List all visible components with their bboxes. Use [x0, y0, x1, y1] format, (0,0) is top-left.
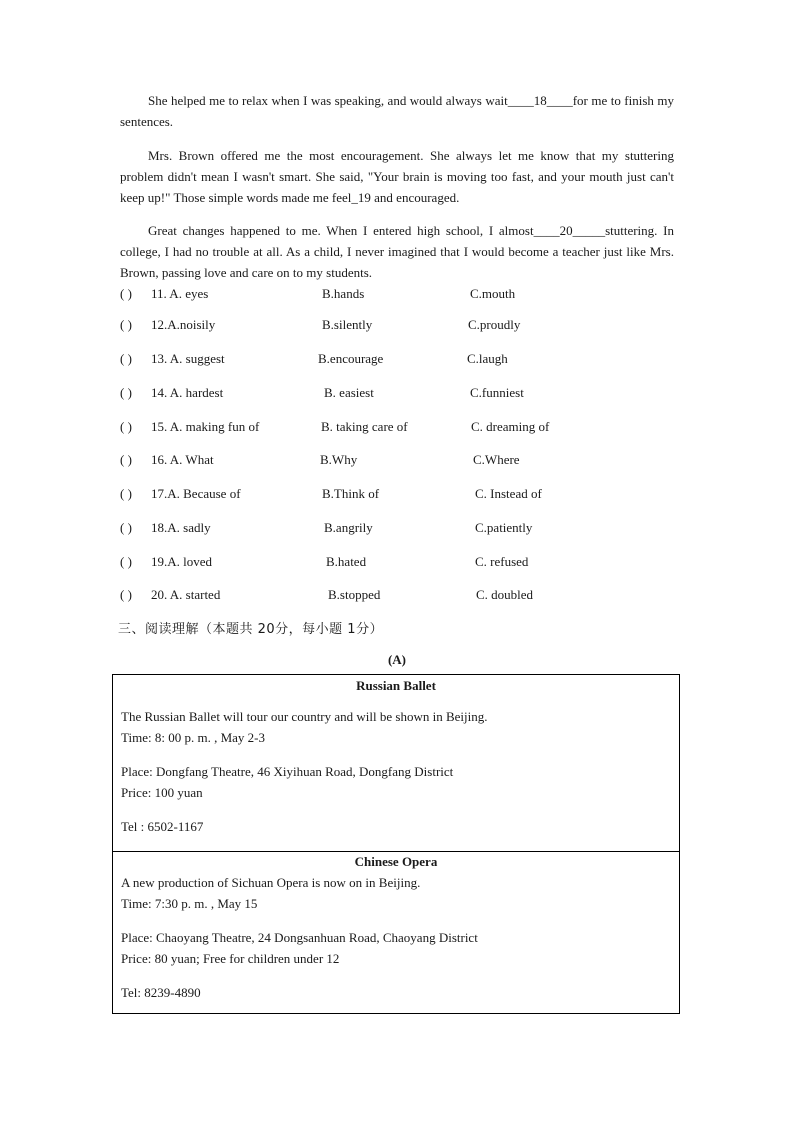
question-row-16 — [120, 451, 680, 469]
option-b: B. taking care of — [321, 419, 408, 434]
option-c: C. dreaming of — [471, 419, 550, 434]
option-b: B.hands — [322, 286, 365, 301]
option-b: B. easiest — [324, 385, 374, 400]
option-a: 20. A. started — [151, 587, 221, 602]
answer-blank[interactable]: ( ) — [120, 554, 132, 569]
option-b: B.encourage — [318, 351, 384, 366]
question-row-20 — [120, 586, 680, 604]
question-row-13 — [120, 350, 680, 368]
part-label: (A) — [387, 652, 407, 667]
option-c: C.Where — [473, 452, 520, 467]
option-a: 18.A. sadly — [151, 520, 211, 535]
ad-time: Time: 8: 00 p. m. , May 2-3 — [121, 730, 265, 745]
option-b: B.angrily — [324, 520, 373, 535]
ad-price: Price: 80 yuan; Free for children under 12 — [121, 951, 340, 966]
answer-blank[interactable]: ( ) — [120, 452, 132, 467]
option-a: 15. A. making fun of — [151, 419, 260, 434]
option-c: C.funniest — [470, 385, 524, 400]
answer-blank[interactable]: ( ) — [120, 385, 132, 400]
ad-russian-ballet — [113, 675, 679, 852]
answer-blank[interactable]: ( ) — [120, 317, 132, 332]
option-a: 16. A. What — [151, 452, 214, 467]
question-row-18 — [120, 519, 680, 537]
ad-place: Place: Chaoyang Theatre, 24 Dongsanhuan Road, Chaoyang District — [121, 930, 478, 945]
ad-tel: Tel : 6502-1167 — [121, 819, 204, 834]
question-row-14 — [120, 384, 680, 402]
ad-place: Place: Dongfang Theatre, 46 Xiyihuan Road, Dongfang District — [121, 764, 454, 779]
passage-paragraph-1: She helped me to relax when I was speaking, and would always wait____18____for me to finish my sentences. — [120, 93, 674, 129]
ad-tel: Tel: 8239-4890 — [121, 985, 201, 1000]
ad-title: Russian Ballet — [356, 678, 436, 693]
passage-paragraph-3: Great changes happened to me. When I entered high school, I almost____20_____stuttering. In college, I had no trouble at all. As a child, I never imagined that I would become a teacher just like Mrs. Brown, passing love and care on to my students. — [120, 223, 674, 280]
question-row-11 — [120, 285, 680, 303]
option-a: 19.A. loved — [151, 554, 213, 569]
option-b: B.hated — [326, 554, 367, 569]
question-row-12 — [120, 316, 680, 334]
passage-paragraph-2: Mrs. Brown offered me the most encouragement. She always let me know that my stuttering problem didn't mean I wasn't smart. She said, "Your brain is moving too fast, and your mouth just can't keep up!" Those simple words made me feel_19 and encouraged. — [120, 148, 674, 205]
question-row-15 — [120, 418, 680, 436]
option-b: B.Why — [320, 452, 358, 467]
ad-title: Chinese Opera — [354, 854, 438, 869]
question-row-19 — [120, 553, 680, 571]
answer-blank[interactable]: ( ) — [120, 486, 132, 501]
option-c: C. refused — [475, 554, 529, 569]
ad-description: A new production of Sichuan Opera is now on in Beijing. — [121, 875, 421, 890]
ad-price: Price: 100 yuan — [121, 785, 203, 800]
option-a: 12.A.noisily — [151, 317, 216, 332]
advertisement-table — [112, 674, 680, 1014]
option-c: C.patiently — [475, 520, 533, 535]
ad-chinese-opera — [113, 852, 679, 1013]
answer-blank[interactable]: ( ) — [120, 419, 132, 434]
option-c: C.laugh — [467, 351, 508, 366]
answer-blank[interactable]: ( ) — [120, 520, 132, 535]
option-b: B.silently — [322, 317, 373, 332]
question-row-17 — [120, 485, 680, 503]
option-c: C. Instead of — [475, 486, 542, 501]
option-a: 17.A. Because of — [151, 486, 241, 501]
option-b: B.stopped — [328, 587, 381, 602]
option-a: 14. A. hardest — [151, 385, 224, 400]
ad-description: The Russian Ballet will tour our country and will be shown in Beijing. — [121, 709, 488, 724]
answer-blank[interactable]: ( ) — [120, 587, 132, 602]
ad-time: Time: 7:30 p. m. , May 15 — [121, 896, 258, 911]
option-c: C. doubled — [476, 587, 534, 602]
option-c: C.mouth — [470, 286, 516, 301]
section-heading: 三、阅读理解（本题共 20分，每小题 1分） — [118, 622, 384, 637]
option-a: 13. A. suggest — [151, 351, 225, 366]
answer-blank[interactable]: ( ) — [120, 286, 132, 301]
option-a: 11. A. eyes — [151, 286, 209, 301]
option-b: B.Think of — [322, 486, 380, 501]
answer-blank[interactable]: ( ) — [120, 351, 132, 366]
option-c: C.proudly — [468, 317, 521, 332]
